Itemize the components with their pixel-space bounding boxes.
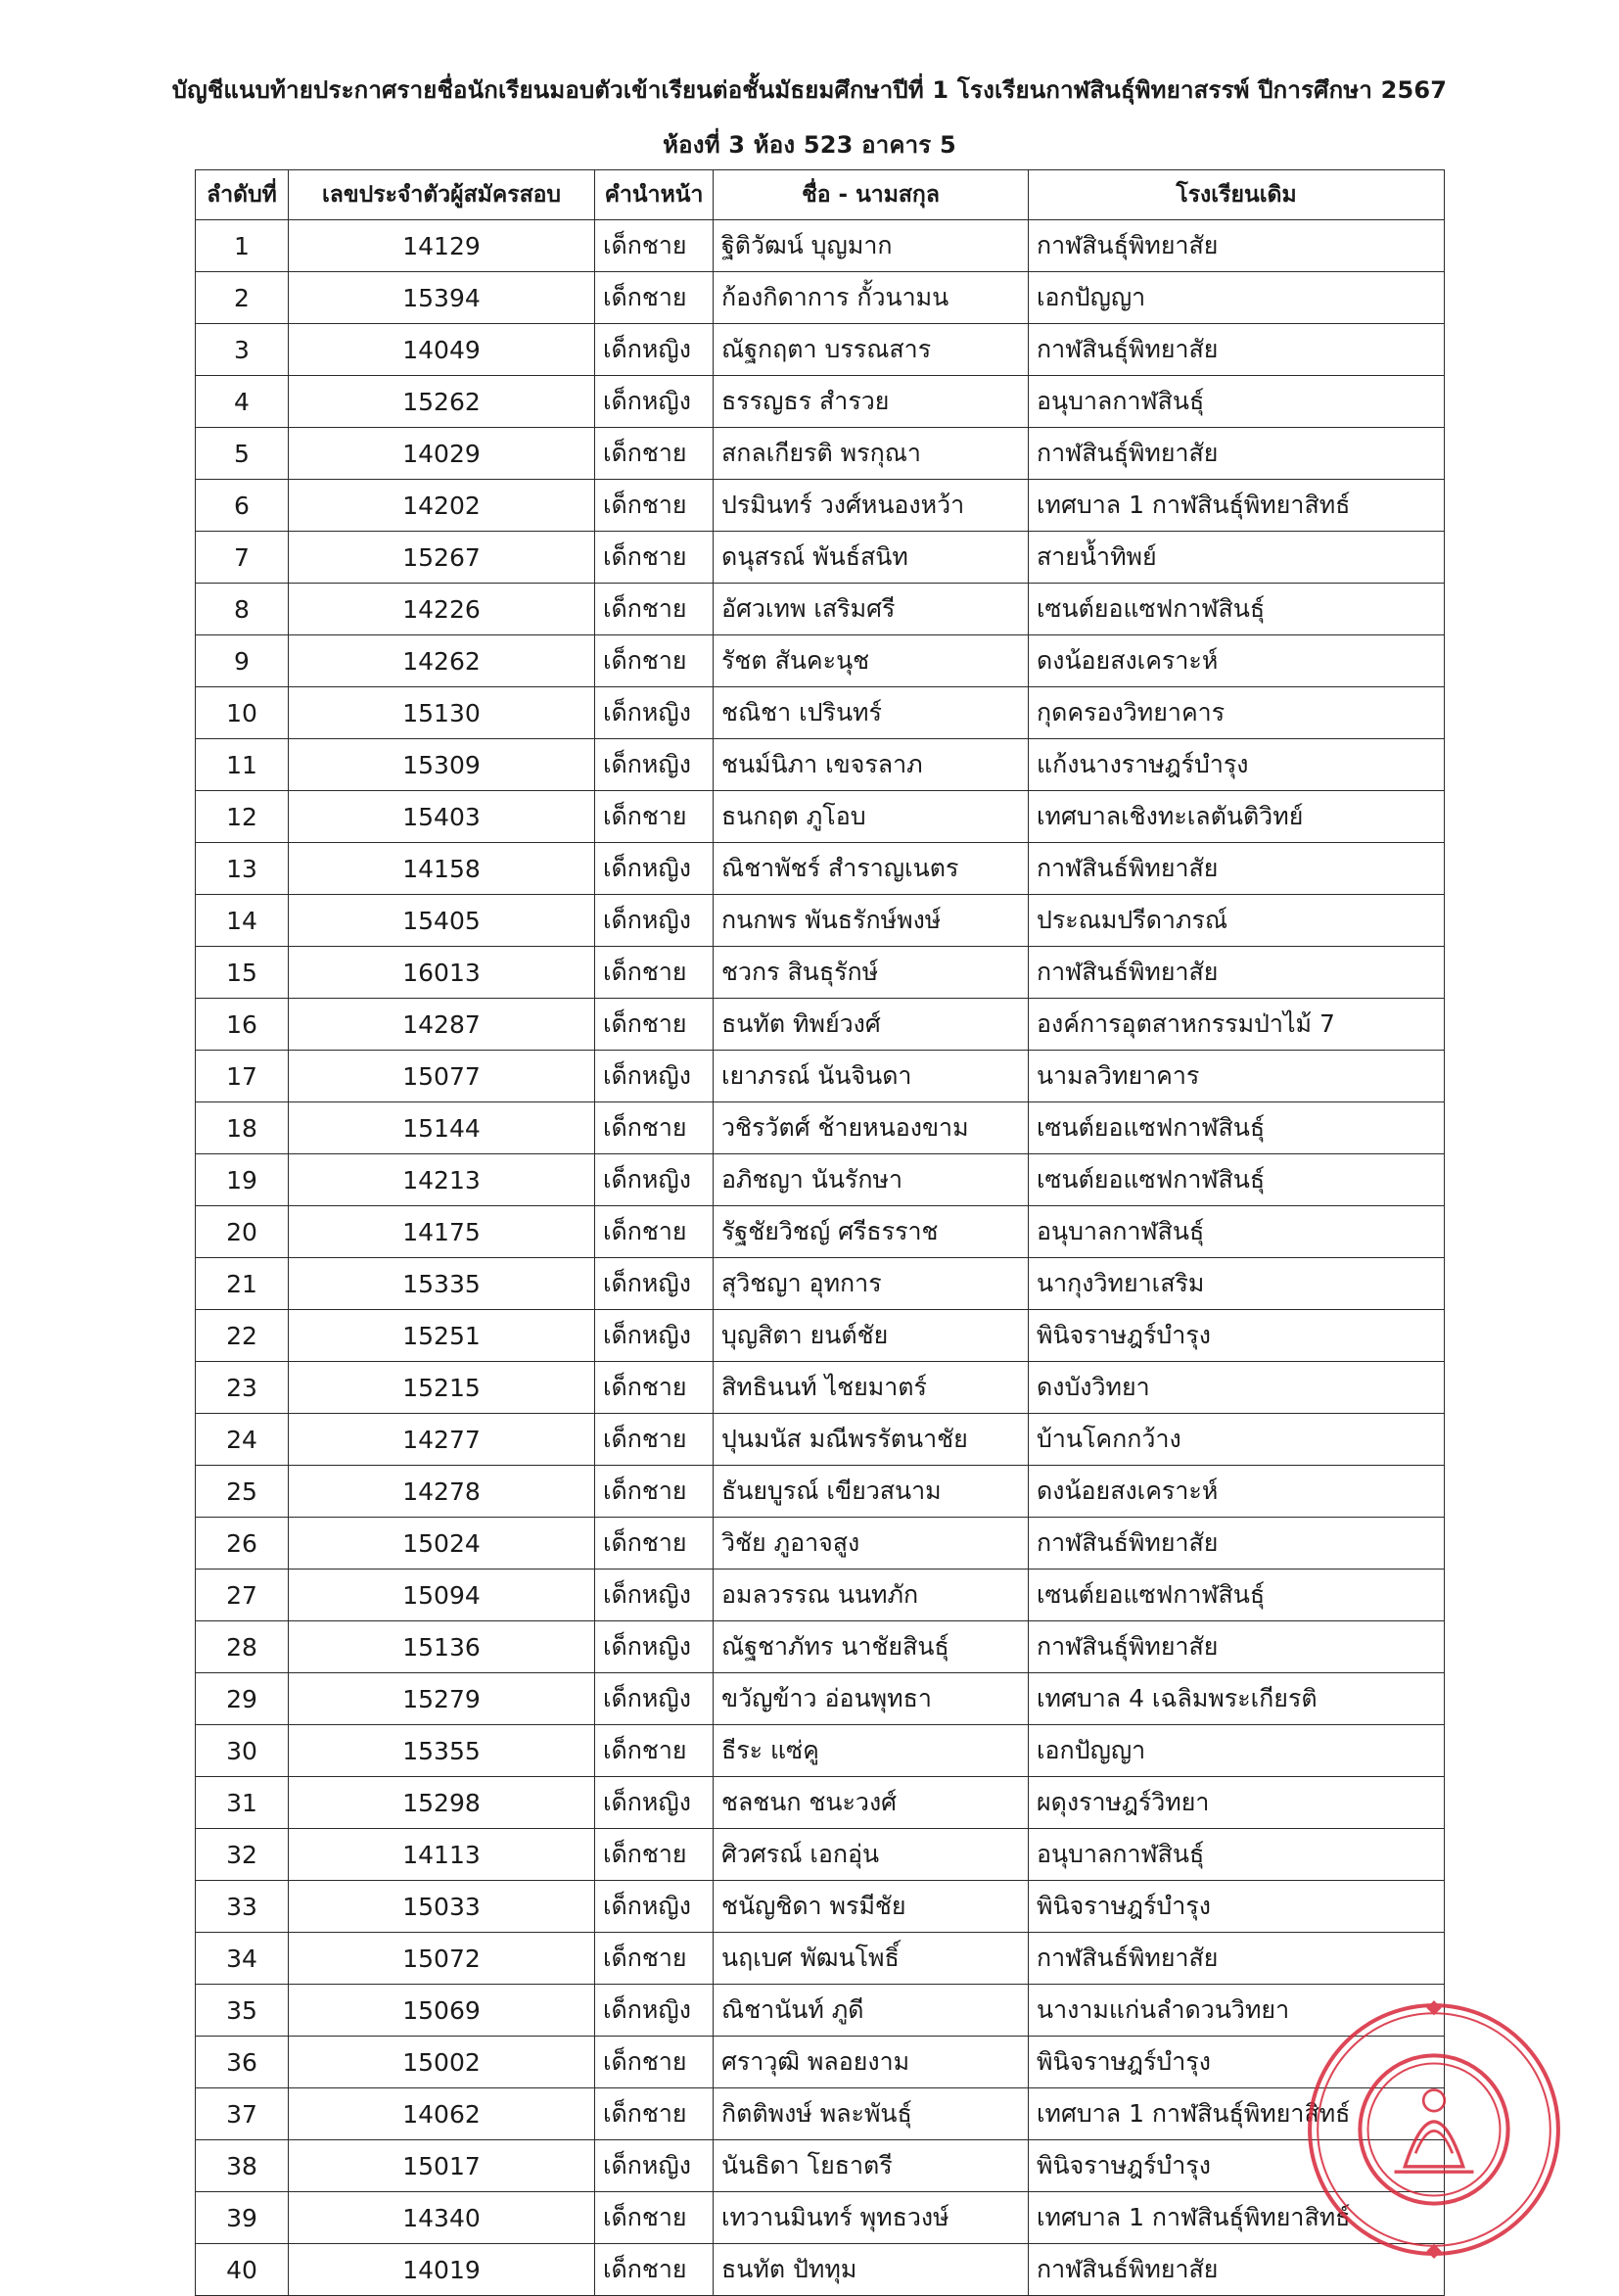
- column-header-previous-school: โรงเรียนเดิม: [1029, 170, 1445, 220]
- cell-prefix: เด็กหญิง: [595, 739, 714, 791]
- cell-applicant-id: 15024: [289, 1518, 595, 1570]
- table-row: [196, 1102, 1445, 1154]
- cell-full-name: ธนทัต ทิพย์วงศ์: [714, 999, 1029, 1051]
- table-row: [196, 1829, 1445, 1881]
- cell-prefix: เด็กชาย: [595, 1725, 714, 1777]
- cell-previous-school: เทศบาล 4 เฉลิมพระเกียรติ: [1029, 1673, 1445, 1725]
- cell-order: 40: [196, 2244, 289, 2296]
- cell-previous-school: อนุบาลกาฬสินธุ์: [1029, 1206, 1445, 1258]
- cell-applicant-id: 15298: [289, 1777, 595, 1829]
- cell-previous-school: พินิจราษฎร์บำรุง: [1029, 2037, 1445, 2088]
- cell-previous-school: เซนต์ยอแซฟกาฬสินธุ์: [1029, 584, 1445, 635]
- cell-prefix: เด็กชาย: [595, 2244, 714, 2296]
- table-row: [196, 480, 1445, 532]
- cell-prefix: เด็กชาย: [595, 635, 714, 687]
- cell-full-name: สุวิชญา อุทการ: [714, 1258, 1029, 1310]
- cell-full-name: ศิวศรณ์ เอกอุ่น: [714, 1829, 1029, 1881]
- table-row: [196, 1673, 1445, 1725]
- cell-previous-school: กาฬสินธุ์พิทยาสัย: [1029, 324, 1445, 376]
- cell-order: 36: [196, 2037, 289, 2088]
- cell-previous-school: เซนต์ยอแซฟกาฬสินธุ์: [1029, 1570, 1445, 1621]
- cell-prefix: เด็กหญิง: [595, 687, 714, 739]
- cell-previous-school: พินิจราษฎร์บำรุง: [1029, 1881, 1445, 1933]
- cell-applicant-id: 14278: [289, 1466, 595, 1518]
- cell-previous-school: กาฬสินธ์พิทยาสัย: [1029, 1518, 1445, 1570]
- table-row: [196, 1466, 1445, 1518]
- cell-order: 4: [196, 376, 289, 428]
- cell-order: 31: [196, 1777, 289, 1829]
- cell-previous-school: กาฬสินธ์พิทยาสัย: [1029, 2244, 1445, 2296]
- table-row: [196, 220, 1445, 272]
- cell-applicant-id: 15215: [289, 1362, 595, 1414]
- cell-applicant-id: 14202: [289, 480, 595, 532]
- table-row: [196, 2192, 1445, 2244]
- cell-full-name: เทวานมินทร์ พุทธวงษ์: [714, 2192, 1029, 2244]
- table-row: [196, 532, 1445, 584]
- cell-full-name: ธนทัต ปัททุม: [714, 2244, 1029, 2296]
- cell-order: 2: [196, 272, 289, 324]
- cell-applicant-id: 14129: [289, 220, 595, 272]
- cell-order: 17: [196, 1051, 289, 1102]
- cell-full-name: รัชต สันคะนุช: [714, 635, 1029, 687]
- cell-order: 23: [196, 1362, 289, 1414]
- table-row: [196, 2244, 1445, 2296]
- cell-prefix: เด็กชาย: [595, 2192, 714, 2244]
- cell-order: 32: [196, 1829, 289, 1881]
- cell-previous-school: กาฬสินธุ์พิทยาสัย: [1029, 428, 1445, 480]
- cell-applicant-id: 14113: [289, 1829, 595, 1881]
- table-row: [196, 947, 1445, 999]
- cell-prefix: เด็กชาย: [595, 2037, 714, 2088]
- cell-applicant-id: 14029: [289, 428, 595, 480]
- cell-prefix: เด็กชาย: [595, 1102, 714, 1154]
- cell-order: 33: [196, 1881, 289, 1933]
- cell-previous-school: พินิจราษฎร์บำรุง: [1029, 1310, 1445, 1362]
- cell-applicant-id: 14062: [289, 2088, 595, 2140]
- cell-previous-school: ดงน้อยสงเคราะห์: [1029, 635, 1445, 687]
- cell-prefix: เด็กชาย: [595, 999, 714, 1051]
- cell-order: 29: [196, 1673, 289, 1725]
- cell-prefix: เด็กชาย: [595, 1206, 714, 1258]
- cell-previous-school: สายน้ำทิพย์: [1029, 532, 1445, 584]
- school-seal-stamp: [1302, 1997, 1566, 2262]
- cell-prefix: เด็กชาย: [595, 1933, 714, 1985]
- cell-order: 13: [196, 843, 289, 895]
- cell-applicant-id: 15355: [289, 1725, 595, 1777]
- cell-order: 16: [196, 999, 289, 1051]
- cell-prefix: เด็กหญิง: [595, 1985, 714, 2037]
- cell-previous-school: เทศบาล 1 กาฬสินธุ์พิทยาสิทธ์: [1029, 2088, 1445, 2140]
- table-header-row: [196, 170, 1445, 220]
- cell-prefix: เด็กชาย: [595, 791, 714, 843]
- cell-previous-school: กาฬสินธุ์พิทยาสัย: [1029, 1621, 1445, 1673]
- cell-previous-school: ผดุงราษฎร์วิทยา: [1029, 1777, 1445, 1829]
- cell-order: 18: [196, 1102, 289, 1154]
- column-header-prefix: คำนำหน้า: [595, 170, 714, 220]
- cell-full-name: นันธิดา โยธาตรี: [714, 2140, 1029, 2192]
- cell-prefix: เด็กหญิง: [595, 843, 714, 895]
- cell-order: 24: [196, 1414, 289, 1466]
- cell-full-name: กนกพร พันธรักษ์พงษ์: [714, 895, 1029, 947]
- cell-previous-school: ประณมปรีดาภรณ์: [1029, 895, 1445, 947]
- cell-applicant-id: 15335: [289, 1258, 595, 1310]
- cell-applicant-id: 16013: [289, 947, 595, 999]
- cell-full-name: บุญสิตา ยนต์ชัย: [714, 1310, 1029, 1362]
- cell-previous-school: อนุบาลกาฬสินธุ์: [1029, 376, 1445, 428]
- cell-order: 9: [196, 635, 289, 687]
- cell-previous-school: เทศบาลเชิงทะเลตันติวิทย์: [1029, 791, 1445, 843]
- cell-prefix: เด็กชาย: [595, 947, 714, 999]
- table-row: [196, 1881, 1445, 1933]
- cell-full-name: เยาภรณ์ นันจินดา: [714, 1051, 1029, 1102]
- table-row: [196, 1933, 1445, 1985]
- cell-applicant-id: 15017: [289, 2140, 595, 2192]
- table-row: [196, 739, 1445, 791]
- cell-applicant-id: 15033: [289, 1881, 595, 1933]
- cell-previous-school: บ้านโคกกว้าง: [1029, 1414, 1445, 1466]
- student-table: [195, 169, 1445, 2296]
- table-row: [196, 428, 1445, 480]
- cell-prefix: เด็กหญิง: [595, 1673, 714, 1725]
- cell-applicant-id: 15130: [289, 687, 595, 739]
- cell-previous-school: กาฬสินธ์พิทยาสัย: [1029, 947, 1445, 999]
- table-row: [196, 2088, 1445, 2140]
- cell-full-name: ศราวุฒิ พลอยงาม: [714, 2037, 1029, 2088]
- cell-applicant-id: 15144: [289, 1102, 595, 1154]
- table-row: [196, 1518, 1445, 1570]
- cell-applicant-id: 15394: [289, 272, 595, 324]
- cell-full-name: วิชัย ภูอาจสูง: [714, 1518, 1029, 1570]
- table-header: [196, 170, 1445, 220]
- cell-applicant-id: 15251: [289, 1310, 595, 1362]
- table-row: [196, 1777, 1445, 1829]
- cell-prefix: เด็กหญิง: [595, 1570, 714, 1621]
- cell-order: 1: [196, 220, 289, 272]
- cell-prefix: เด็กชาย: [595, 428, 714, 480]
- page-subtitle: ห้องที่ 3 ห้อง 523 อาคาร 5: [663, 131, 956, 159]
- cell-applicant-id: 14049: [289, 324, 595, 376]
- cell-order: 14: [196, 895, 289, 947]
- table-row: [196, 635, 1445, 687]
- cell-applicant-id: 14019: [289, 2244, 595, 2296]
- cell-order: 25: [196, 1466, 289, 1518]
- cell-prefix: เด็กชาย: [595, 1466, 714, 1518]
- column-header-order: ลำดับที่: [196, 170, 289, 220]
- cell-order: 19: [196, 1154, 289, 1206]
- cell-prefix: เด็กหญิง: [595, 1258, 714, 1310]
- table-row: [196, 1985, 1445, 2037]
- cell-applicant-id: 15262: [289, 376, 595, 428]
- cell-prefix: เด็กชาย: [595, 1414, 714, 1466]
- cell-order: 37: [196, 2088, 289, 2140]
- cell-order: 26: [196, 1518, 289, 1570]
- table-row: [196, 999, 1445, 1051]
- cell-prefix: เด็กหญิง: [595, 376, 714, 428]
- cell-full-name: ขวัญข้าว อ่อนพุทธา: [714, 1673, 1029, 1725]
- table-row: [196, 1154, 1445, 1206]
- cell-full-name: ณัฐชาภัทร นาชัยสินธุ์: [714, 1621, 1029, 1673]
- cell-previous-school: เซนต์ยอแซฟกาฬสินธุ์: [1029, 1102, 1445, 1154]
- cell-applicant-id: 15279: [289, 1673, 595, 1725]
- cell-prefix: เด็กหญิง: [595, 895, 714, 947]
- cell-full-name: ธรรญธร สำรวย: [714, 376, 1029, 428]
- table-row: [196, 272, 1445, 324]
- cell-previous-school: แก้งนางราษฎร์บำรุง: [1029, 739, 1445, 791]
- table-row: [196, 584, 1445, 635]
- cell-full-name: ณัฐกฤตา บรรณสาร: [714, 324, 1029, 376]
- cell-prefix: เด็กชาย: [595, 272, 714, 324]
- cell-applicant-id: 14340: [289, 2192, 595, 2244]
- table-row: [196, 843, 1445, 895]
- cell-full-name: วชิรวัตศ์ ช้ายหนองขาม: [714, 1102, 1029, 1154]
- cell-full-name: ชนัญชิดา พรมีชัย: [714, 1881, 1029, 1933]
- cell-prefix: เด็กหญิง: [595, 324, 714, 376]
- cell-prefix: เด็กชาย: [595, 2088, 714, 2140]
- cell-full-name: ชลชนก ชนะวงศ์: [714, 1777, 1029, 1829]
- table-body: [196, 220, 1445, 2296]
- cell-applicant-id: 15002: [289, 2037, 595, 2088]
- cell-previous-school: กาฬสินธ์พิทยาสัย: [1029, 1933, 1445, 1985]
- cell-applicant-id: 15405: [289, 895, 595, 947]
- table-row: [196, 1570, 1445, 1621]
- cell-previous-school: พินิจราษฎร์บำรุง: [1029, 2140, 1445, 2192]
- cell-full-name: ธนกฤต ภูโอบ: [714, 791, 1029, 843]
- table-row: [196, 895, 1445, 947]
- cell-previous-school: ดงน้อยสงเคราะห์: [1029, 1466, 1445, 1518]
- cell-order: 20: [196, 1206, 289, 1258]
- cell-prefix: เด็กชาย: [595, 1829, 714, 1881]
- cell-full-name: อภิชญา นันรักษา: [714, 1154, 1029, 1206]
- cell-applicant-id: 14175: [289, 1206, 595, 1258]
- cell-full-name: ก้องกิดาการ กั้วนามน: [714, 272, 1029, 324]
- cell-previous-school: กุดครองวิทยาคาร: [1029, 687, 1445, 739]
- cell-applicant-id: 15136: [289, 1621, 595, 1673]
- cell-order: 10: [196, 687, 289, 739]
- cell-applicant-id: 15403: [289, 791, 595, 843]
- cell-order: 21: [196, 1258, 289, 1310]
- cell-applicant-id: 15267: [289, 532, 595, 584]
- cell-full-name: สกลเกียรติ พรกุณา: [714, 428, 1029, 480]
- cell-order: 3: [196, 324, 289, 376]
- cell-order: 34: [196, 1933, 289, 1985]
- cell-order: 28: [196, 1621, 289, 1673]
- cell-previous-school: อนุบาลกาฬสินธุ์: [1029, 1829, 1445, 1881]
- cell-previous-school: นามลวิทยาคาร: [1029, 1051, 1445, 1102]
- cell-applicant-id: 15094: [289, 1570, 595, 1621]
- cell-applicant-id: 14213: [289, 1154, 595, 1206]
- cell-prefix: เด็กชาย: [595, 532, 714, 584]
- cell-applicant-id: 15069: [289, 1985, 595, 2037]
- table-row: [196, 2140, 1445, 2192]
- table-row: [196, 1362, 1445, 1414]
- cell-full-name: กิตติพงษ์ พละพันธุ์: [714, 2088, 1029, 2140]
- cell-full-name: ฐิติวัฒน์ บุญมาก: [714, 220, 1029, 272]
- cell-prefix: เด็กหญิง: [595, 1310, 714, 1362]
- cell-order: 8: [196, 584, 289, 635]
- table-row: [196, 1206, 1445, 1258]
- cell-prefix: เด็กหญิง: [595, 1154, 714, 1206]
- page-title: บัญชีแนบท้ายประกาศรายชื่อนักเรียนมอบตัวเข้าเรียนต่อชั้นมัธยมศึกษาปีที่ 1 โรงเรียนกาฬสินธุ์พิทยาสรรพ์ ปีการศึกษา 2567: [171, 76, 1448, 104]
- cell-full-name: รัฐชัยวิชญ์ ศรีธรราช: [714, 1206, 1029, 1258]
- cell-order: 22: [196, 1310, 289, 1362]
- cell-applicant-id: 14226: [289, 584, 595, 635]
- cell-full-name: นฤเบศ พัฒนโพธิ์: [714, 1933, 1029, 1985]
- table-row: [196, 687, 1445, 739]
- cell-applicant-id: 15072: [289, 1933, 595, 1985]
- cell-full-name: ธันยบูรณ์ เขียวสนาม: [714, 1466, 1029, 1518]
- table-row: [196, 1621, 1445, 1673]
- cell-previous-school: เซนต์ยอแซฟกาฬสินธุ์: [1029, 1154, 1445, 1206]
- table-row: [196, 1258, 1445, 1310]
- cell-prefix: เด็กชาย: [595, 1518, 714, 1570]
- cell-prefix: เด็กชาย: [595, 584, 714, 635]
- cell-full-name: ปุนมนัส มณีพรรัตนาชัย: [714, 1414, 1029, 1466]
- cell-full-name: ณิชานันท์ ภูดี: [714, 1985, 1029, 2037]
- cell-previous-school: นางามแก่นลำดวนวิทยา: [1029, 1985, 1445, 2037]
- cell-applicant-id: 14262: [289, 635, 595, 687]
- cell-applicant-id: 14277: [289, 1414, 595, 1466]
- cell-full-name: ดนุสรณ์ พันธ์สนิท: [714, 532, 1029, 584]
- column-header-full-name: ชื่อ - นามสกุล: [714, 170, 1029, 220]
- cell-full-name: ชณิชา เปรินทร์: [714, 687, 1029, 739]
- cell-prefix: เด็กหญิง: [595, 1881, 714, 1933]
- cell-previous-school: นากุงวิทยาเสริม: [1029, 1258, 1445, 1310]
- cell-order: 7: [196, 532, 289, 584]
- cell-prefix: เด็กหญิง: [595, 1621, 714, 1673]
- cell-order: 12: [196, 791, 289, 843]
- cell-order: 5: [196, 428, 289, 480]
- cell-applicant-id: 14158: [289, 843, 595, 895]
- cell-previous-school: เอกปัญญา: [1029, 272, 1445, 324]
- cell-order: 35: [196, 1985, 289, 2037]
- cell-previous-school: เอกปัญญา: [1029, 1725, 1445, 1777]
- cell-prefix: เด็กหญิง: [595, 2140, 714, 2192]
- cell-full-name: ชนม์นิภา เขจรลาภ: [714, 739, 1029, 791]
- table-row: [196, 376, 1445, 428]
- table-row: [196, 791, 1445, 843]
- cell-previous-school: กาฬสินธ์พิทยาสัย: [1029, 843, 1445, 895]
- table-row: [196, 1051, 1445, 1102]
- cell-full-name: อัศวเทพ เสริมศรี: [714, 584, 1029, 635]
- cell-applicant-id: 14287: [289, 999, 595, 1051]
- cell-order: 15: [196, 947, 289, 999]
- table-row: [196, 1414, 1445, 1466]
- cell-prefix: เด็กหญิง: [595, 1777, 714, 1829]
- cell-order: 30: [196, 1725, 289, 1777]
- cell-prefix: เด็กหญิง: [595, 1051, 714, 1102]
- cell-prefix: เด็กชาย: [595, 1362, 714, 1414]
- cell-order: 11: [196, 739, 289, 791]
- cell-full-name: อมลวรรณ นนทภัก: [714, 1570, 1029, 1621]
- cell-previous-school: เทศบาล 1 กาฬสินธุ์พิทยาสิทธ์: [1029, 480, 1445, 532]
- table-row: [196, 324, 1445, 376]
- column-header-applicant-id: เลขประจำตัวผู้สมัครสอบ: [289, 170, 595, 220]
- cell-order: 6: [196, 480, 289, 532]
- cell-previous-school: องค์การอุตสาหกรรมป่าไม้ 7: [1029, 999, 1445, 1051]
- cell-previous-school: ดงบังวิทยา: [1029, 1362, 1445, 1414]
- cell-previous-school: เทศบาล 1 กาฬสินธุ์พิทยาสิทธ์: [1029, 2192, 1445, 2244]
- cell-order: 27: [196, 1570, 289, 1621]
- cell-full-name: ชวกร สินธุรักษ์: [714, 947, 1029, 999]
- cell-full-name: ปรมินทร์ วงศ์หนองหว้า: [714, 480, 1029, 532]
- cell-full-name: ธีระ แซ่คู: [714, 1725, 1029, 1777]
- cell-order: 38: [196, 2140, 289, 2192]
- cell-order: 39: [196, 2192, 289, 2244]
- cell-applicant-id: 15309: [289, 739, 595, 791]
- cell-applicant-id: 15077: [289, 1051, 595, 1102]
- table-row: [196, 1310, 1445, 1362]
- table-row: [196, 2037, 1445, 2088]
- cell-prefix: เด็กชาย: [595, 220, 714, 272]
- cell-prefix: เด็กชาย: [595, 480, 714, 532]
- table-row: [196, 1725, 1445, 1777]
- cell-previous-school: กาฬสินธุ์พิทยาสัย: [1029, 220, 1445, 272]
- cell-full-name: ณิชาพัชร์ สำราญเนตร: [714, 843, 1029, 895]
- cell-full-name: สิทธินนท์ ไชยมาตร์: [714, 1362, 1029, 1414]
